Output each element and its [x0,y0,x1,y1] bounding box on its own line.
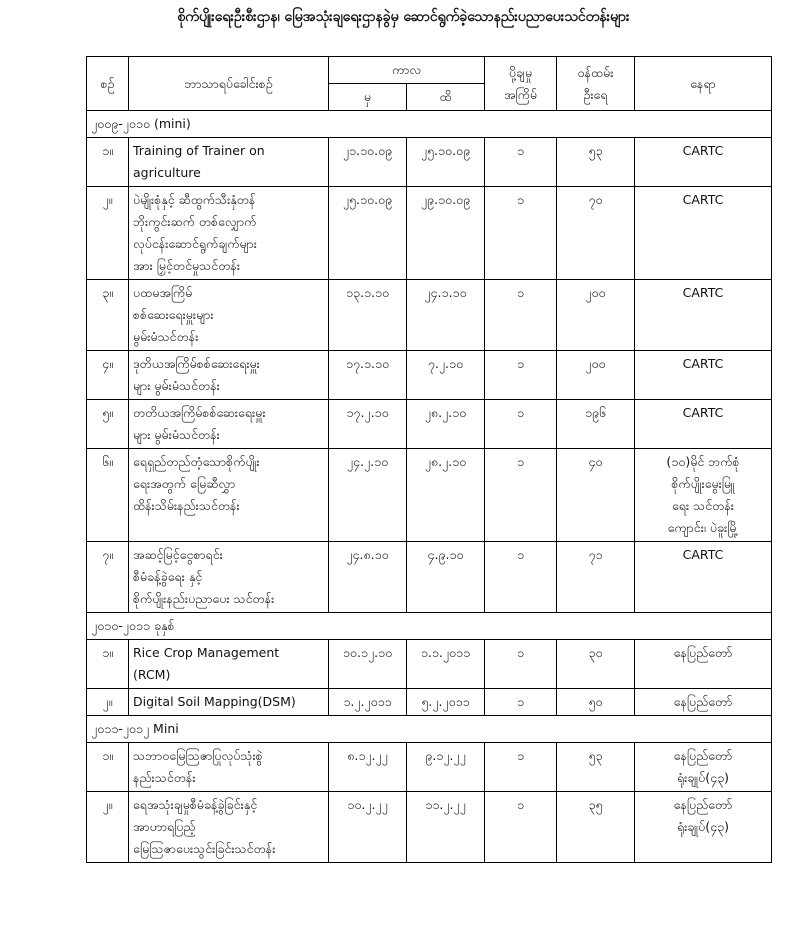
table-row [87,280,772,351]
cell-trainees: ၃၅ [557,792,635,863]
cell-no: ၁။ [87,138,129,187]
header-from: မှ [329,84,407,111]
table-row [87,689,772,716]
cell-trainees: ၇၁ [557,542,635,613]
header-to: ထိ [407,84,485,111]
cell-no: ၇။ [87,542,129,613]
cell-location: CARTC [635,542,772,613]
cell-trainees: ၃၀ [557,640,635,689]
cell-trainees: ၄၀ [557,449,635,542]
cell-from: ၂၅.၁၀.၀၉ [329,187,407,280]
cell-trainees: ၅၃ [557,138,635,187]
cell-from: ၁၀.၁၂.၁၀ [329,640,407,689]
training-table [86,56,772,863]
cell-course: ရေရှည်တည်တံ့သောစိုက်ပျိုး ရေးအတွက် မြေဆီလွှာ ထိန်းသိမ်းနည်းသင်တန်း [129,449,329,542]
section-label: ၂၀၁၁-၂၀၁၂ Mini [87,716,772,743]
cell-to: ၂၈.၂.၁၀ [407,400,485,449]
cell-course: တတိယအကြိမ်စစ်ဆေးရေးမှူး များ မွမ်းမံသင်တန်း [129,400,329,449]
cell-sessions: ၁ [485,351,557,400]
cell-no: ၂။ [87,792,129,863]
header-trainees: ဝန်ထမ်း ဦးရေ [557,57,635,111]
cell-from: ၂၁.၁၀.၀၉ [329,138,407,187]
table-row [87,400,772,449]
cell-no: ၆။ [87,449,129,542]
cell-trainees: ၇၀ [557,187,635,280]
cell-course: Training of Trainer on agriculture [129,138,329,187]
table-row [87,187,772,280]
cell-location: CARTC [635,400,772,449]
cell-location: နေပြည်တော် ရုံးချုပ်(၄၃) [635,743,772,792]
cell-location: CARTC [635,280,772,351]
table-row [87,743,772,792]
cell-sessions: ၁ [485,640,557,689]
header-row [87,57,772,84]
cell-course: သဘာဝမြေဩဇာပြုလုပ်သုံးစွဲ နည်းသင်တန်း [129,743,329,792]
cell-location: CARTC [635,187,772,280]
cell-from: ၁၀.၂.၂၂ [329,792,407,863]
page-title: စိုက်ပျိုးရေးဦးစီးဌာန၊ မြေအသုံးချရေးဌာနခွဲမှ ဆောင်ရွက်ခဲ့သောနည်းပညာပေးသင်တန်းများ [177,9,630,25]
cell-sessions: ၁ [485,689,557,716]
cell-course: ပထမအကြိမ် စစ်ဆေးရေးမှူးများ မွမ်းမံသင်တန်း [129,280,329,351]
cell-to: ၅.၂.၂၀၁၁ [407,689,485,716]
cell-sessions: ၁ [485,400,557,449]
cell-location: နေပြည်တော် ရုံးချုပ်(၄၃) [635,792,772,863]
header-sessions: ပို့ချမှု အကြိမ် [485,57,557,111]
cell-location: နေပြည်တော် [635,689,772,716]
header-period: ကာလ [329,57,485,84]
cell-location: CARTC [635,351,772,400]
table-row [87,542,772,613]
section-row [87,111,772,138]
cell-from: ၁၇.၁.၁၀ [329,351,407,400]
cell-trainees: ၂၀၀ [557,280,635,351]
cell-no: ၁။ [87,743,129,792]
table-row [87,640,772,689]
table-row [87,351,772,400]
cell-to: ၂၄.၁.၁၀ [407,280,485,351]
cell-to: ၄.၉.၁၀ [407,542,485,613]
cell-sessions: ၁ [485,792,557,863]
cell-no: ၂။ [87,689,129,716]
cell-location: CARTC [635,138,772,187]
section-label: ၂၀၀၉-၂၀၁၀ (mini) [87,111,772,138]
cell-no: ၁။ [87,640,129,689]
header-course: ဘာသာရပ်ခေါင်းစဉ် [129,57,329,111]
cell-to: ၉.၁၂.၂၂ [407,743,485,792]
header-location: နေရာ [635,57,772,111]
cell-from: ၁.၂.၂၀၁၁ [329,689,407,716]
cell-from: ၁၇.၂.၁၀ [329,400,407,449]
cell-sessions: ၁ [485,138,557,187]
cell-from: ၂၄.၂.၁၀ [329,449,407,542]
cell-course: Rice Crop Management (RCM) [129,640,329,689]
cell-from: ၁၃.၁.၁၀ [329,280,407,351]
table-row [87,138,772,187]
cell-to: ၂၅.၁၀.၀၉ [407,138,485,187]
cell-from: ၂၄.၈.၁၀ [329,542,407,613]
cell-sessions: ၁ [485,449,557,542]
cell-to: ၂၉.၁၀.၀၉ [407,187,485,280]
cell-to: ၇.၂.၁၀ [407,351,485,400]
cell-trainees: ၅၃ [557,743,635,792]
cell-sessions: ၁ [485,187,557,280]
cell-from: ၈.၁၂.၂၂ [329,743,407,792]
cell-no: ၃။ [87,280,129,351]
cell-location: နေပြည်တော် [635,640,772,689]
header-no: စဉ် [87,57,129,111]
cell-to: ၁.၁.၂၀၁၁ [407,640,485,689]
cell-to: ၂၈.၂.၁၀ [407,449,485,542]
cell-trainees: ၅၀ [557,689,635,716]
section-row [87,613,772,640]
cell-to: ၁၁.၂.၂၂ [407,792,485,863]
cell-course: ဒုတိယအကြိမ်စစ်ဆေးရေးမှူး များ မွမ်းမံသင်တန်း [129,351,329,400]
table-row [87,449,772,542]
cell-course: Digital Soil Mapping(DSM) [129,689,329,716]
cell-trainees: ၂၀၀ [557,351,635,400]
cell-sessions: ၁ [485,743,557,792]
table-body [87,111,772,863]
cell-no: ၅။ [87,400,129,449]
cell-no: ၄။ [87,351,129,400]
cell-course: ပဲမျိုးစုံနှင့် ဆီထွက်သီးနှံတန် ဘိုးကွင်းဆက် တစ်လျှောက် လုပ်ငန်းဆောင်ရွက်ချက်များ အား မြှင့်တင်မှုသင်တန်း [129,187,329,280]
section-row [87,716,772,743]
section-label: ၂၀၁၀-၂၀၁၁ ခုနှစ် [87,613,772,640]
cell-no: ၂။ [87,187,129,280]
cell-location: (၁၀)မိုင် ဘက်စုံ စိုက်ပျိုးမွေးမြူ ရေး သင်တန်း ကျောင်း၊ ပဲခူးမြို့ [635,449,772,542]
cell-trainees: ၁၉၆ [557,400,635,449]
cell-sessions: ၁ [485,542,557,613]
cell-sessions: ၁ [485,280,557,351]
cell-course: ရေအသုံးချမှုစီမံခန့်ခွဲခြင်းနှင့် အာဟာရပြည့် မြေဩဇာပေးသွင်းခြင်းသင်တန်း [129,792,329,863]
cell-course: အဆင့်မြင့်ငွေစာရင်း စီမံခန့်ခွဲရေး နှင့် စိုက်ပျိုးနည်းပညာပေး သင်တန်း [129,542,329,613]
table-row [87,792,772,863]
